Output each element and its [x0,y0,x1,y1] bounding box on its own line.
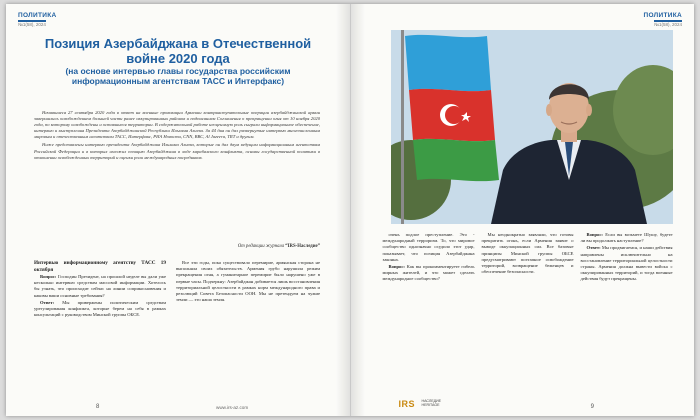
answer-paragraph [581,245,673,282]
page-number: 8 [96,404,100,410]
logo-subtitle-ru: НАСЛЕДИЕ [421,398,442,403]
rubric-title: ПОЛИТИКА [18,12,57,19]
logo-subtitle-en: HERITAGE [421,402,440,407]
text-column [34,260,166,319]
issue-number: №1(58), 2024 [18,22,46,27]
website-url: www.irs-az.com [216,405,249,410]
body-paragraph: Все эти годы, пока существовало перемирие, армянская сторона не выполняла своих обязательств. Армения грубо нарушила режим прекращения огня, а гуманитарное перемирие было нарушено уже в первые часы. Подчеркну: Азербайджан добивается лишь восстановления территориальной целостности в рамках норм международного права и резолюций Совета Безопасности ООН. Мы не претендуем на чужие земли — это наша земля. [176,260,320,303]
body-paragraph: очень подлое преступление. Это - международный терроризм. То, что мировое сообщество однозначно осудило этот удар, показывает, что позиция Азербайджана законна. [382,232,475,262]
answer-label: Ответ: [40,299,55,305]
editorial-text: От редакции журнала [237,244,285,249]
text-column [581,232,673,284]
text-column [176,260,320,304]
question-label: Вопрос: [586,232,603,237]
logo-text: IRS [398,399,416,409]
lead-paragraph: Начавшиеся 27 сентября 2020 года в ответ на военные провокации Армении контрнаступательные операции азербайджанской армии завершились освобождением большей части ранее оккупированных районов и подписанием Соглашения о прекращении огня от 10 ноября 2020 года, по которому освобождены и оставшиеся территории. В содержательной работе неоценимую роль сыграли информационное обеспечение, интервью и выступления Президента Азербайджанской Республики Ильхама Алиева. За 44 дня он дал развернутые интервью многочисленным мировым и отечественным агентствам ТАСС, Интерфакс, РИА Новости, CNN, BBC, Al Jazeera, TRT и другим. [34,110,320,140]
gutter-shadow [336,4,350,416]
article-subtitle: (на основе интервью главы государства российским информационным агентствам ТАСС и Интерфакс) [65,66,291,86]
question-text: Господин Президент, на прошлой неделе вы дали уже несколько интервью средствам массовой информации. Хотелось бы узнать, что происходит сейчас на линии соприкосновения и каковы ваши основные требования? [34,274,166,298]
question-paragraph [383,264,475,283]
question-label: Вопрос: [388,264,405,270]
magazine-spread [6,4,694,416]
page-number: 9 [590,404,594,410]
lead-paragraph: Ниже представлены интервью президента Азербайджана Ильхама Алиева, которые он дал двум ведущим информационным агентствам Российской Федерации и в которых изложил позицию Азербайджана в ходе карабахского конфликта, основы государственной политики в отношении освобожденных территорий и оценки роли международных посредников. [34,142,320,160]
right-page [351,4,695,416]
article-lead [34,110,320,163]
editorial-note [34,244,320,249]
answer-text: Мы продвигаемся, и наши действия направлены исключительно на восстановление территориальной целостности страны. Армения должна вывести войска с оккупированных территорий, и тогда военные действия будут прекращены. [580,245,673,282]
rubric-left [18,12,57,27]
gutter-shadow [351,4,365,416]
article-title: Позиция Азербайджана в Отечественной войне 2020 года [44,36,312,66]
question-paragraph [34,274,166,299]
question-label: Вопрос: [40,274,57,279]
answer-text: Мы привержены политическим средствам урегулирования конфликта, которые берем на себя в рамках консультаций с руководством Минской группы ОБСЕ. [34,299,166,318]
answer-label: Ответ: [586,245,601,251]
irs-logo [399,394,442,412]
rubric-right [643,12,682,27]
body-paragraph: Мы неоднократно заявляли, что готовы прекратить огонь, если Армения заявит о выводе оккупационных сил. Все базовые принципы Минской группы ОБСЕ предусматривают поэтапное освобождение территорий, возвращение беженцев и обеспечение безопасности. [481,232,574,275]
portrait-photo [391,30,673,224]
portrait-illustration [391,30,673,224]
text-column [482,232,574,276]
answer-paragraph [34,300,166,319]
journal-name: “IRS-Наследие” [285,244,320,249]
text-column [383,232,475,284]
left-page [6,4,351,416]
question-paragraph [581,232,673,244]
interview-heading: Интервью информационному агентству ТАСС 19 октября [34,260,166,273]
logo-subtitle [421,399,441,407]
issue-number: №1(58), 2024 [654,22,682,27]
question-text: Как вы прокомментируете гибель мирных жителей, и что может сделать международное сообщество? [382,264,475,282]
question-text: Если вы возьмете Шушу, будете ли вы продолжать наступление? [580,232,673,244]
rubric-title: ПОЛИТИКА [643,12,682,19]
